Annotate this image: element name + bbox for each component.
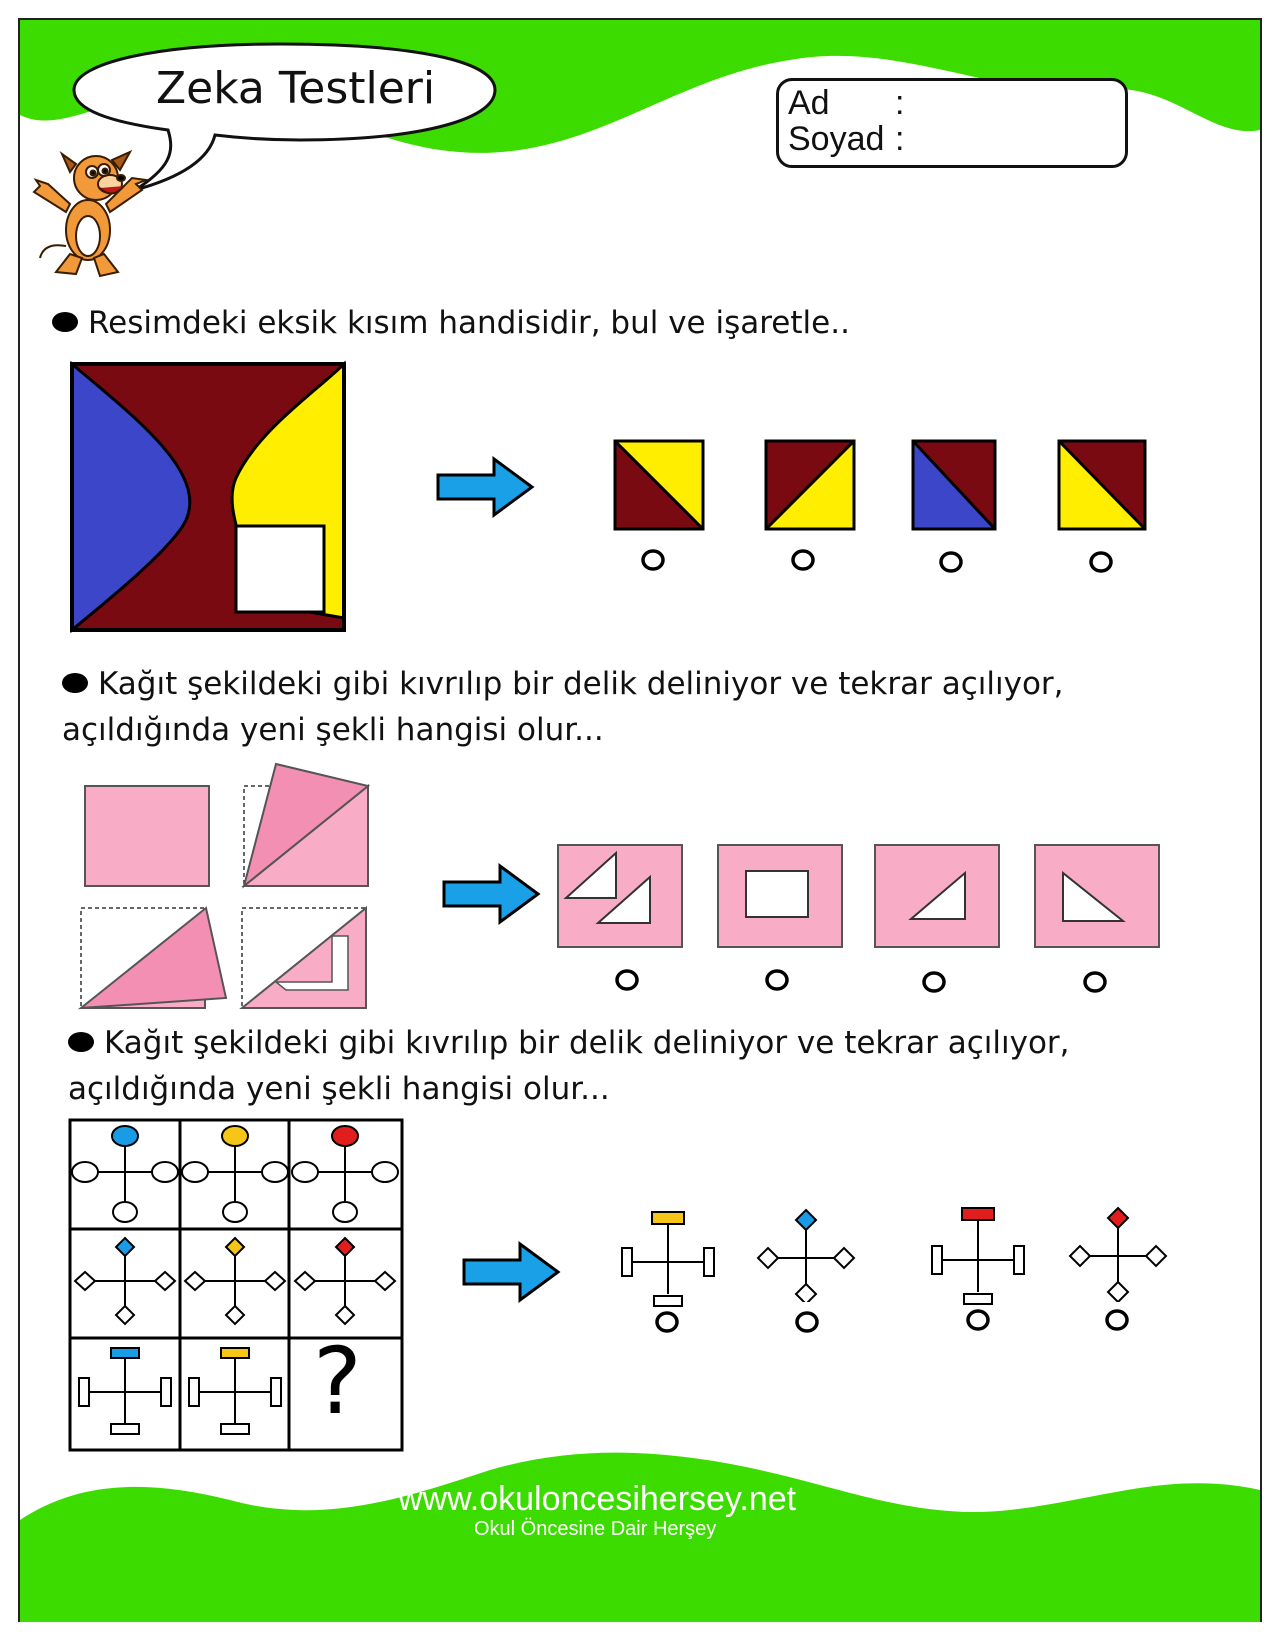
q2-option-a[interactable] <box>556 843 684 949</box>
q1-option-d[interactable] <box>1056 438 1150 534</box>
answer-circle-icon[interactable] <box>654 1310 680 1334</box>
name-colon: : <box>895 84 905 122</box>
q3-option-c[interactable] <box>926 1202 1030 1312</box>
q3-option-b[interactable] <box>756 1206 860 1302</box>
page-title: Zeka Testleri <box>156 63 436 114</box>
q2-option-b[interactable] <box>716 843 844 949</box>
answer-circle-icon[interactable] <box>614 968 640 992</box>
answer-circle-icon[interactable] <box>1082 970 1108 994</box>
question-2-line2: açıldığında yeni şekli hangisi olur... <box>62 712 604 748</box>
answer-circle-icon[interactable] <box>938 550 964 574</box>
question-2-line1: Kağıt şekildeki gibi kıvrılıp bir delik deliniyor ve tekrar açılıyor, <box>98 666 1064 702</box>
question-3-line2: açıldığında yeni şekli hangisi olur... <box>68 1071 610 1107</box>
arrow-right-icon <box>460 1240 562 1304</box>
arrow-right-icon <box>440 862 542 926</box>
surname-label: Soyad <box>788 120 885 158</box>
question-1-text <box>52 305 850 341</box>
bullet-icon <box>68 1032 94 1052</box>
q2-option-d[interactable] <box>1033 843 1161 949</box>
q3-option-d[interactable] <box>1066 1202 1170 1302</box>
question-3-line1: Kağıt şekildeki gibi kıvrılıp bir delik deliniyor ve tekrar açılıyor, <box>104 1025 1070 1061</box>
q2-fold-steps <box>76 760 376 1016</box>
question-3-text <box>68 1025 1070 1061</box>
q1-option-a[interactable] <box>612 438 708 534</box>
bullet-icon <box>62 673 88 693</box>
answer-circle-icon[interactable] <box>794 1310 820 1334</box>
footer-subtitle: Okul Öncesine Dair Herşey <box>474 1518 717 1540</box>
q1-puzzle-figure <box>68 360 352 636</box>
q1-option-c[interactable] <box>910 438 1000 534</box>
arrow-right-icon <box>434 455 536 519</box>
answer-circle-icon[interactable] <box>764 968 790 992</box>
cartoon-dog-icon <box>26 150 156 285</box>
answer-circle-icon[interactable] <box>965 1308 991 1332</box>
answer-circle-icon[interactable] <box>1104 1308 1130 1332</box>
name-label: Ad <box>788 84 830 122</box>
question-mark: ? <box>313 1328 362 1435</box>
q2-option-c[interactable] <box>873 843 1001 949</box>
question-2-text <box>62 666 1064 702</box>
q1-option-b[interactable] <box>763 438 859 534</box>
answer-circle-icon[interactable] <box>640 548 666 572</box>
bullet-icon <box>52 312 78 332</box>
footer-url[interactable]: www.okuloncesihersey.net <box>398 1480 797 1518</box>
surname-colon: : <box>895 120 905 158</box>
answer-circle-icon[interactable] <box>921 970 947 994</box>
q3-option-a[interactable] <box>616 1204 720 1314</box>
question-1-line: Resimdeki eksik kısım handisidir, bul ve işaretle.. <box>88 305 850 341</box>
answer-circle-icon[interactable] <box>790 548 816 572</box>
answer-circle-icon[interactable] <box>1088 550 1114 574</box>
